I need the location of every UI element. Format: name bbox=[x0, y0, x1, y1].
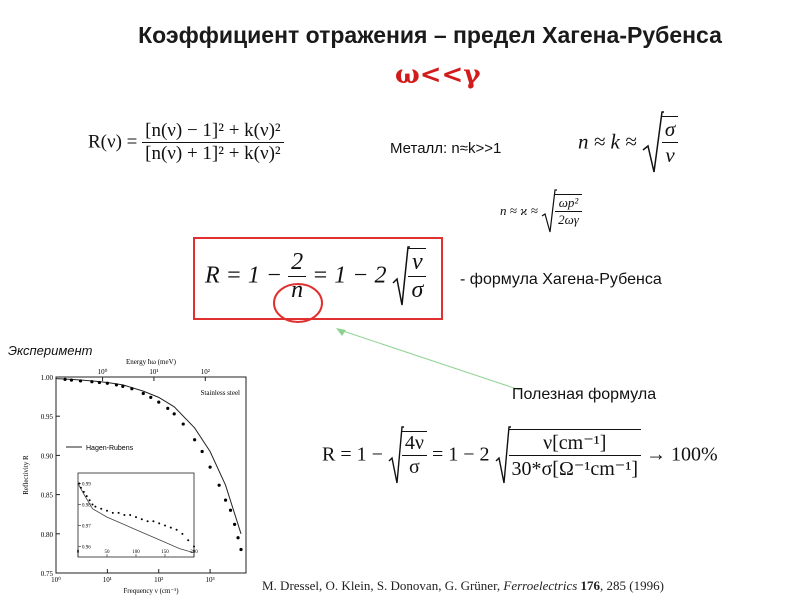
useful-a-num: 4ν bbox=[404, 432, 424, 454]
n-highlight-circle bbox=[268, 280, 328, 330]
top-tick-label: 10⁰ bbox=[97, 368, 108, 376]
data-point bbox=[239, 548, 242, 551]
inset-x-tick-label: 200 bbox=[190, 550, 198, 555]
data-point bbox=[157, 400, 160, 403]
annotation-text: Stainless steel bbox=[200, 389, 240, 397]
y-tick-label: 0.95 bbox=[40, 413, 53, 422]
x-tick-label: 10⁰ bbox=[51, 576, 61, 584]
inset-data-point bbox=[164, 525, 166, 527]
inset-data-point bbox=[158, 522, 160, 524]
data-point bbox=[90, 380, 93, 383]
metal-label: Металл: n≈k>>1 bbox=[390, 140, 502, 157]
data-point bbox=[229, 509, 232, 512]
data-point bbox=[208, 466, 211, 469]
inset-y-tick-label: 0.98 bbox=[82, 503, 91, 509]
useful-rhs: → 100% bbox=[646, 443, 718, 466]
metal-nk-formula bbox=[578, 110, 678, 174]
inset-data-point bbox=[187, 539, 189, 541]
hr-sqrt-fraction bbox=[408, 248, 426, 304]
data-point bbox=[98, 381, 101, 384]
inset-data-point bbox=[112, 512, 114, 514]
x-tick-label: 10¹ bbox=[102, 576, 112, 584]
data-point bbox=[173, 412, 176, 415]
hr-frac-den: n bbox=[288, 276, 306, 304]
data-point bbox=[236, 536, 239, 539]
y-tick-label: 0.85 bbox=[40, 491, 53, 500]
inset-data-point bbox=[106, 510, 108, 512]
data-point bbox=[193, 438, 196, 441]
data-point bbox=[149, 396, 152, 399]
inset-data-point bbox=[92, 504, 94, 506]
top-axis-label: Energy ħω (meV) bbox=[126, 358, 176, 366]
experiment-label: Эксперимент bbox=[8, 343, 93, 358]
data-point bbox=[142, 392, 145, 395]
data-point bbox=[106, 382, 109, 385]
metal-nk-fraction bbox=[662, 116, 678, 168]
y-tick-label: 0.90 bbox=[40, 452, 53, 461]
inset-data-point bbox=[135, 516, 137, 518]
data-point bbox=[63, 378, 66, 381]
inset-y-tick-label: 0.97 bbox=[82, 524, 91, 530]
inset-data-point bbox=[118, 512, 120, 514]
data-point bbox=[218, 484, 221, 487]
useful-formula bbox=[322, 425, 718, 485]
legend-label: Hagen-Rubens bbox=[86, 445, 134, 452]
x-axis-label: Frequency ν (cm⁻¹) bbox=[123, 587, 179, 595]
hagen-rubens-label: - формула Хагена-Рубенса bbox=[460, 271, 662, 288]
data-point bbox=[233, 523, 236, 526]
citation-volume: 176 bbox=[580, 578, 601, 593]
inset-data-point bbox=[94, 506, 96, 508]
inset-data-point bbox=[141, 518, 143, 520]
citation-journal: Ferroelectrics bbox=[503, 578, 578, 593]
inset-data-point bbox=[123, 514, 125, 516]
inset-frame bbox=[78, 473, 194, 557]
hr-lhs: R = 1 − bbox=[205, 262, 283, 289]
inset-data-point bbox=[193, 546, 195, 548]
inset-data-point bbox=[86, 495, 88, 497]
plasma-num: ωp² bbox=[558, 195, 579, 210]
useful-b-den: 30*σ[Ω⁻¹cm⁻¹] bbox=[509, 455, 642, 481]
inset-data-point bbox=[83, 491, 85, 493]
data-point bbox=[130, 387, 133, 390]
y-tick-label: 0.75 bbox=[40, 570, 53, 578]
useful-mid: = 1 − 2 bbox=[431, 443, 490, 466]
plasma-den: 2ωγ bbox=[555, 211, 582, 228]
inset-data-point bbox=[100, 508, 102, 510]
inset-data-point bbox=[176, 529, 178, 531]
metal-nk-den: ν bbox=[662, 142, 678, 168]
inset-data-point bbox=[78, 483, 80, 485]
inset-data-point bbox=[129, 514, 131, 516]
useful-b-fraction bbox=[509, 429, 642, 481]
data-point bbox=[70, 379, 73, 382]
reflectivity-fraction bbox=[142, 120, 283, 165]
inset-x-tick-label: 100 bbox=[132, 550, 140, 555]
slide-title: Коэффициент отражения – предел Хагена-Рубенса bbox=[138, 22, 722, 48]
x-tick-label: 10² bbox=[154, 576, 164, 584]
useful-a-fraction bbox=[402, 431, 427, 479]
inset-y-tick-label: 0.96 bbox=[82, 545, 91, 551]
data-point bbox=[224, 498, 227, 501]
reflectivity-numerator: [n(ν) − 1]² + k(ν)² bbox=[145, 120, 281, 141]
reflectivity-formula bbox=[88, 120, 284, 165]
hr-frac-num: 2 bbox=[291, 248, 304, 275]
inset-data-point bbox=[89, 499, 91, 501]
data-point bbox=[121, 385, 124, 388]
useful-formula-label: Полезная формула bbox=[512, 386, 657, 403]
reflectivity-lhs: R(ν) = bbox=[88, 131, 138, 153]
y-tick-label: 1.00 bbox=[40, 374, 53, 382]
citation-authors: M. Dressel, O. Klein, S. Donovan, G. Grüner, bbox=[262, 578, 501, 593]
plasma-lhs: n ≈ ϰ ≈ bbox=[500, 203, 538, 218]
top-tick-label: 10² bbox=[200, 368, 210, 376]
inset-data-point bbox=[152, 520, 154, 522]
inset-data-point bbox=[80, 487, 82, 489]
hr-mid: = 1 − 2 bbox=[312, 262, 387, 289]
data-point bbox=[201, 450, 204, 453]
sqrt-sign bbox=[642, 110, 664, 174]
useful-lhs: R = 1 − bbox=[322, 443, 383, 466]
data-point bbox=[166, 407, 169, 410]
x-tick-label: 10³ bbox=[205, 576, 215, 584]
inset-x-tick-label: 50 bbox=[104, 550, 110, 555]
inset-y-tick-label: 0.99 bbox=[82, 482, 91, 488]
condition-label: ω<<γ bbox=[395, 60, 481, 90]
pointer-arrow bbox=[330, 320, 530, 395]
y-tick-label: 0.80 bbox=[40, 530, 53, 539]
reflectivity-chart bbox=[18, 345, 253, 597]
citation-pages: , 285 (1996) bbox=[600, 578, 664, 593]
useful-b-num: ν[cm⁻¹] bbox=[543, 432, 607, 454]
inset-x-tick-label: 150 bbox=[161, 550, 169, 555]
inset-x-tick-label: 0 bbox=[76, 550, 80, 555]
plasma-formula bbox=[500, 188, 582, 234]
inset-data-point bbox=[147, 520, 149, 522]
reflectivity-denominator: [n(ν) + 1]² + k(ν)² bbox=[142, 142, 283, 165]
data-point bbox=[182, 422, 185, 425]
useful-a-den: σ bbox=[402, 455, 427, 479]
hr-sqrt-den: σ bbox=[408, 276, 426, 304]
data-point bbox=[115, 383, 118, 386]
inset-data-point bbox=[181, 533, 183, 535]
hr-sqrt-num: ν bbox=[412, 249, 423, 275]
plasma-fraction bbox=[555, 194, 582, 228]
y-axis-label: Reflectivity R bbox=[22, 455, 30, 495]
top-tick-label: 10¹ bbox=[149, 368, 159, 376]
data-point bbox=[79, 379, 82, 382]
citation bbox=[262, 578, 664, 594]
metal-nk-lhs: n ≈ k ≈ bbox=[578, 129, 637, 154]
inset-data-point bbox=[170, 527, 172, 529]
metal-nk-num: σ bbox=[664, 117, 676, 141]
